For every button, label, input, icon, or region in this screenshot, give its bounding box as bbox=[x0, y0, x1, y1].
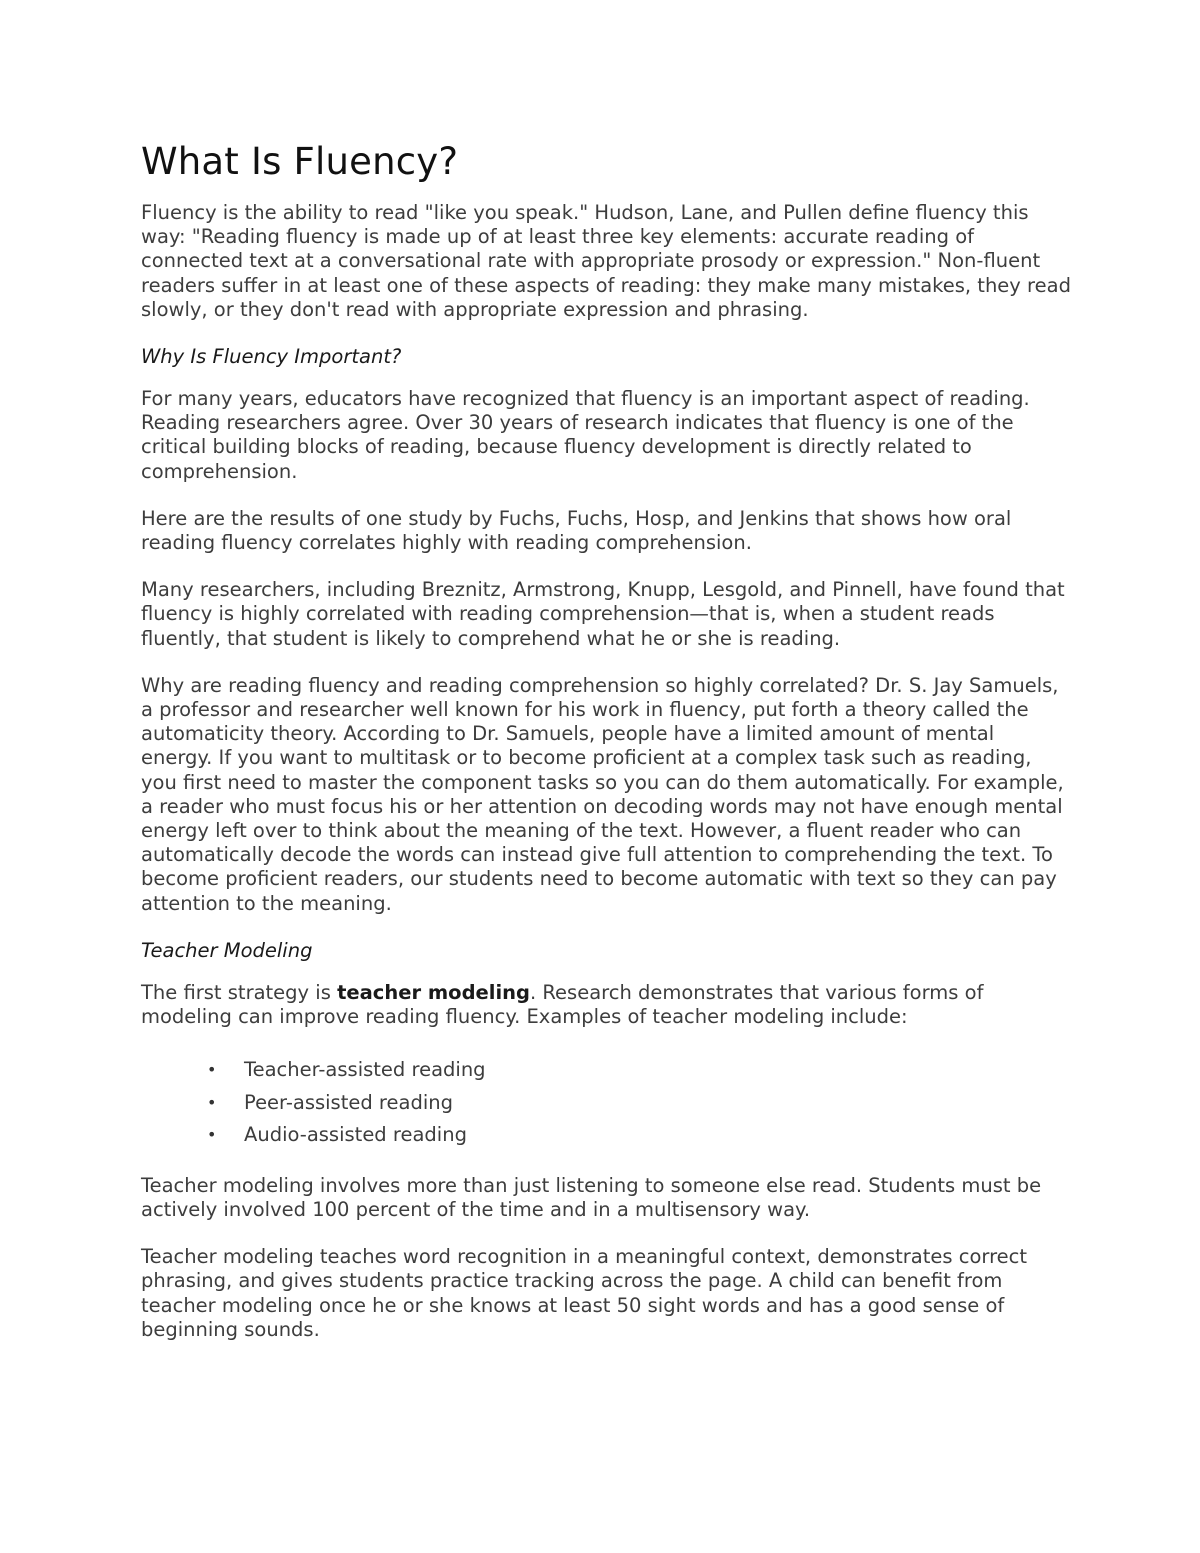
first-strategy-text-before: The first strategy is bbox=[141, 980, 338, 1004]
bullet-icon: • bbox=[207, 1060, 217, 1080]
paragraph-automaticity: Why are reading fluency and reading comprehension so highly correlated? Dr. S. Jay Samuels, a professor and researcher well known for his work in fluency, put forth a theory called the automaticity theory. According to Dr. Samuels, people have a limited amount of mental energy. If you want to multitask or to become proficient at a complex task such as reading, you first need to master the component tasks so you can do them automatically. For example, a reader who must focus his or her attention on decoding words may not have enough mental energy left over to think about the meaning of the text. However, a fluent reader who can automatically decode the words can instead give full attention to comprehending the text. To become proficient readers, our students need to become automatic with text so they can pay attention to the meaning. bbox=[141, 673, 1064, 915]
first-strategy-bold-term: teacher modeling bbox=[337, 980, 530, 1004]
list-item bbox=[207, 1119, 1071, 1152]
paragraph-educators: For many years, educators have recognized that fluency is an important aspect of reading. Reading researchers agree. Over 30 years of research indicates that fluency is one of the critical building blocks of reading, because fluency development is directly related to comprehension. bbox=[141, 387, 1030, 483]
paragraph-researchers: Many researchers, including Breznitz, Armstrong, Knupp, Lesgold, and Pinnell, have found that fluency is highly correlated with reading comprehension—that is, when a student reads fluently, that student is likely to comprehend what he or she is reading. bbox=[141, 578, 1065, 650]
page-title: What Is Fluency? bbox=[141, 140, 459, 183]
paragraph-first-strategy bbox=[141, 981, 1071, 1029]
modeling-examples-list bbox=[141, 1054, 1071, 1152]
bullet-icon: • bbox=[207, 1125, 217, 1145]
first-strategy-text-after: . Research demonstrates that various forms of modeling can improve reading fluency. Examples of teacher modeling include: bbox=[141, 980, 984, 1029]
list-item-text: Peer-assisted reading bbox=[244, 1090, 453, 1114]
bullet-icon: • bbox=[207, 1092, 217, 1112]
intro-paragraph: Fluency is the ability to read "like you speak." Hudson, Lane, and Pullen define fluency this way: "Reading fluency is made up of at least three key elements: accurate reading of connected text at a conversational rate with appropriate prosody or expression." Non-fluent readers suffer in at least one of these aspects of reading: they make many mistakes, they read slowly, or they don't read with appropriate expression and phrasing. bbox=[141, 201, 1071, 321]
list-item-text: Teacher-assisted reading bbox=[244, 1058, 486, 1082]
paragraph-active-involvement: Teacher modeling involves more than just listening to someone else read. Students must be actively involved 100 percent of the time and in a multisensory way. bbox=[141, 1173, 1042, 1221]
list-item bbox=[207, 1087, 1071, 1120]
paragraph-study-results: Here are the results of one study by Fuchs, Fuchs, Hosp, and Jenkins that shows how oral reading fluency correlates highly with reading comprehension. bbox=[141, 506, 1012, 555]
section-heading-why-important: Why Is Fluency Important? bbox=[141, 345, 402, 369]
list-item bbox=[207, 1054, 1071, 1087]
list-item-text: Audio-assisted reading bbox=[244, 1123, 467, 1147]
document-page bbox=[141, 138, 1071, 1365]
section-heading-teacher-modeling: Teacher Modeling bbox=[141, 938, 313, 962]
paragraph-word-recognition: Teacher modeling teaches word recognition in a meaningful context, demonstrates correct phrasing, and gives students practice tracking across the page. A child can benefit from teacher modeling once he or she knows at least 50 sight words and has a good sense of beginning sounds. bbox=[141, 1245, 1028, 1341]
